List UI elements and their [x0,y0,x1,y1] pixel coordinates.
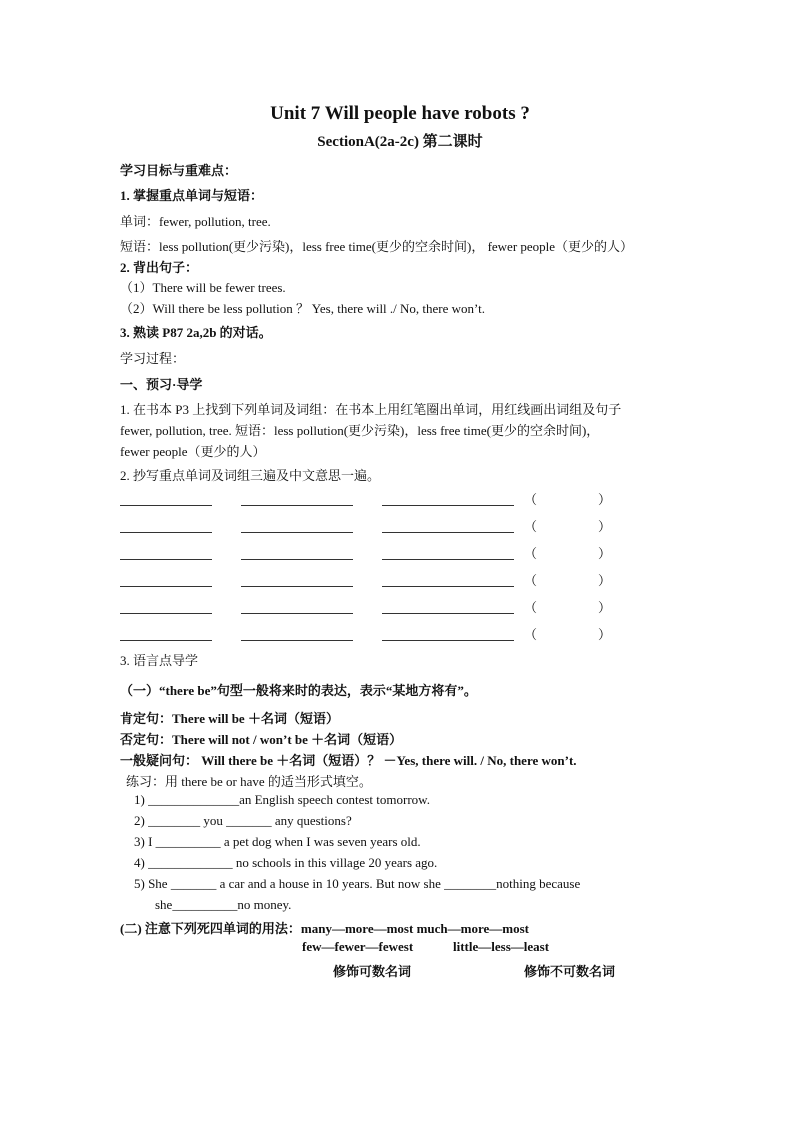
close-paren: ） [598,492,612,507]
open-paren: （ [524,600,538,615]
open-paren: （ [524,492,538,507]
goal-3: 3. 熟读 P87 2a,2b 的对话。 [120,325,272,340]
section-heading-1: 一、预习·导学 [120,377,203,392]
goal-1: 1. 掌握重点单词与短语： [120,188,264,203]
page-subtitle: SectionA(2a-2c) 第二课时 [317,134,483,150]
exercise-item: 4) _____________ no schools in this village 20 years ago. [134,855,438,870]
close-paren: ） [598,573,612,588]
blank-word[interactable] [382,504,514,506]
blank-word[interactable] [120,585,212,587]
task-1-line-2: fewer, pollution, tree. 短语：less pollution(更少污染)，less free time(更少的空余时间)， [120,423,600,438]
task-1-line-1: 1. 在书本 P3 上找到下列单词及词组：在书本上用红笔圈出单词，用红线画出词组及句子 [120,402,622,417]
blank-word[interactable] [120,639,212,641]
page-title: Unit 7 Will people have robots ? [270,103,530,124]
copy-row [120,490,640,506]
few-forms: few—fewer—fewest [302,939,414,954]
open-paren: （ [524,546,538,561]
blank-word[interactable] [241,612,353,614]
exercise-item-continued: she__________no money. [155,897,292,912]
blank-word[interactable] [241,585,353,587]
exercise-item: 5) She _______ a car and a house in 10 years. But now she ________nothing because [134,876,581,891]
blank-word[interactable] [382,531,514,533]
task-1-line-3: fewer people（更少的人） [120,444,266,459]
open-paren: （ [524,627,538,642]
blank-word[interactable] [241,639,353,641]
blank-word[interactable] [241,504,353,506]
copy-row [120,544,640,560]
affirmative-rule: 肯定句：There will be ＋名词（短语） [120,711,339,726]
negative-rule: 否定句：There will not / won’t be ＋名词（短语） [120,732,403,747]
uncountable-note: 修饰不可数名词 [524,964,616,979]
copy-row [120,625,640,641]
goals-heading: 学习目标与重难点： [120,163,238,178]
task-2: 2. 抄写重点单词及词组三遍及中文意思一遍。 [120,468,381,483]
close-paren: ） [598,546,612,561]
task-3: 3. 语言点导学 [120,653,199,668]
open-paren: （ [524,519,538,534]
copy-row [120,571,640,587]
blank-word[interactable] [120,504,212,506]
close-paren: ） [598,600,612,615]
blank-word[interactable] [241,558,353,560]
phrases-line: 短语：less pollution(更少污染)，less free time(更少的空余时间)， fewer people（更少的人） [120,239,634,254]
copy-row [120,517,640,533]
blank-word[interactable] [382,639,514,641]
blank-word[interactable] [120,558,212,560]
blank-word[interactable] [382,585,514,587]
sentence-1: （1）There will be fewer trees. [120,280,286,295]
close-paren: ） [598,519,612,534]
sentence-2: （2）Will there be less pollution ？ Yes, there will ./ No, there won’t. [120,301,485,316]
blank-word[interactable] [120,531,212,533]
exercise-item: 2) ________ you _______ any questions? [134,813,352,828]
language-point-1: （一）“there be”句型一般将来时的表达，表示“某地方将有”。 [120,683,477,698]
exercise-item: 3) I __________ a pet dog when I was seven years old. [134,834,421,849]
exercise-item: 1) ______________an English speech contest tomorrow. [134,792,430,807]
blank-word[interactable] [382,558,514,560]
countable-note: 修饰可数名词 [333,964,412,979]
open-paren: （ [524,573,538,588]
words-line: 单词：fewer, pollution, tree. [120,214,271,229]
little-forms: little—less—least [453,939,550,954]
goal-2: 2. 背出句子： [120,260,199,275]
question-rule: 一般疑问句： Will there be ＋名词（短语）？ －Yes, there will. / No, there won’t. [120,753,577,768]
exercise-intro: 练习：用 there be or have 的适当形式填空。 [126,774,372,789]
blank-word[interactable] [120,612,212,614]
language-point-2: (二) 注意下列死四单词的用法：many—more—most much—more—most [120,921,529,936]
process-heading: 学习过程： [120,351,186,366]
blank-word[interactable] [241,531,353,533]
close-paren: ） [598,627,612,642]
copy-row [120,598,640,614]
blank-word[interactable] [382,612,514,614]
